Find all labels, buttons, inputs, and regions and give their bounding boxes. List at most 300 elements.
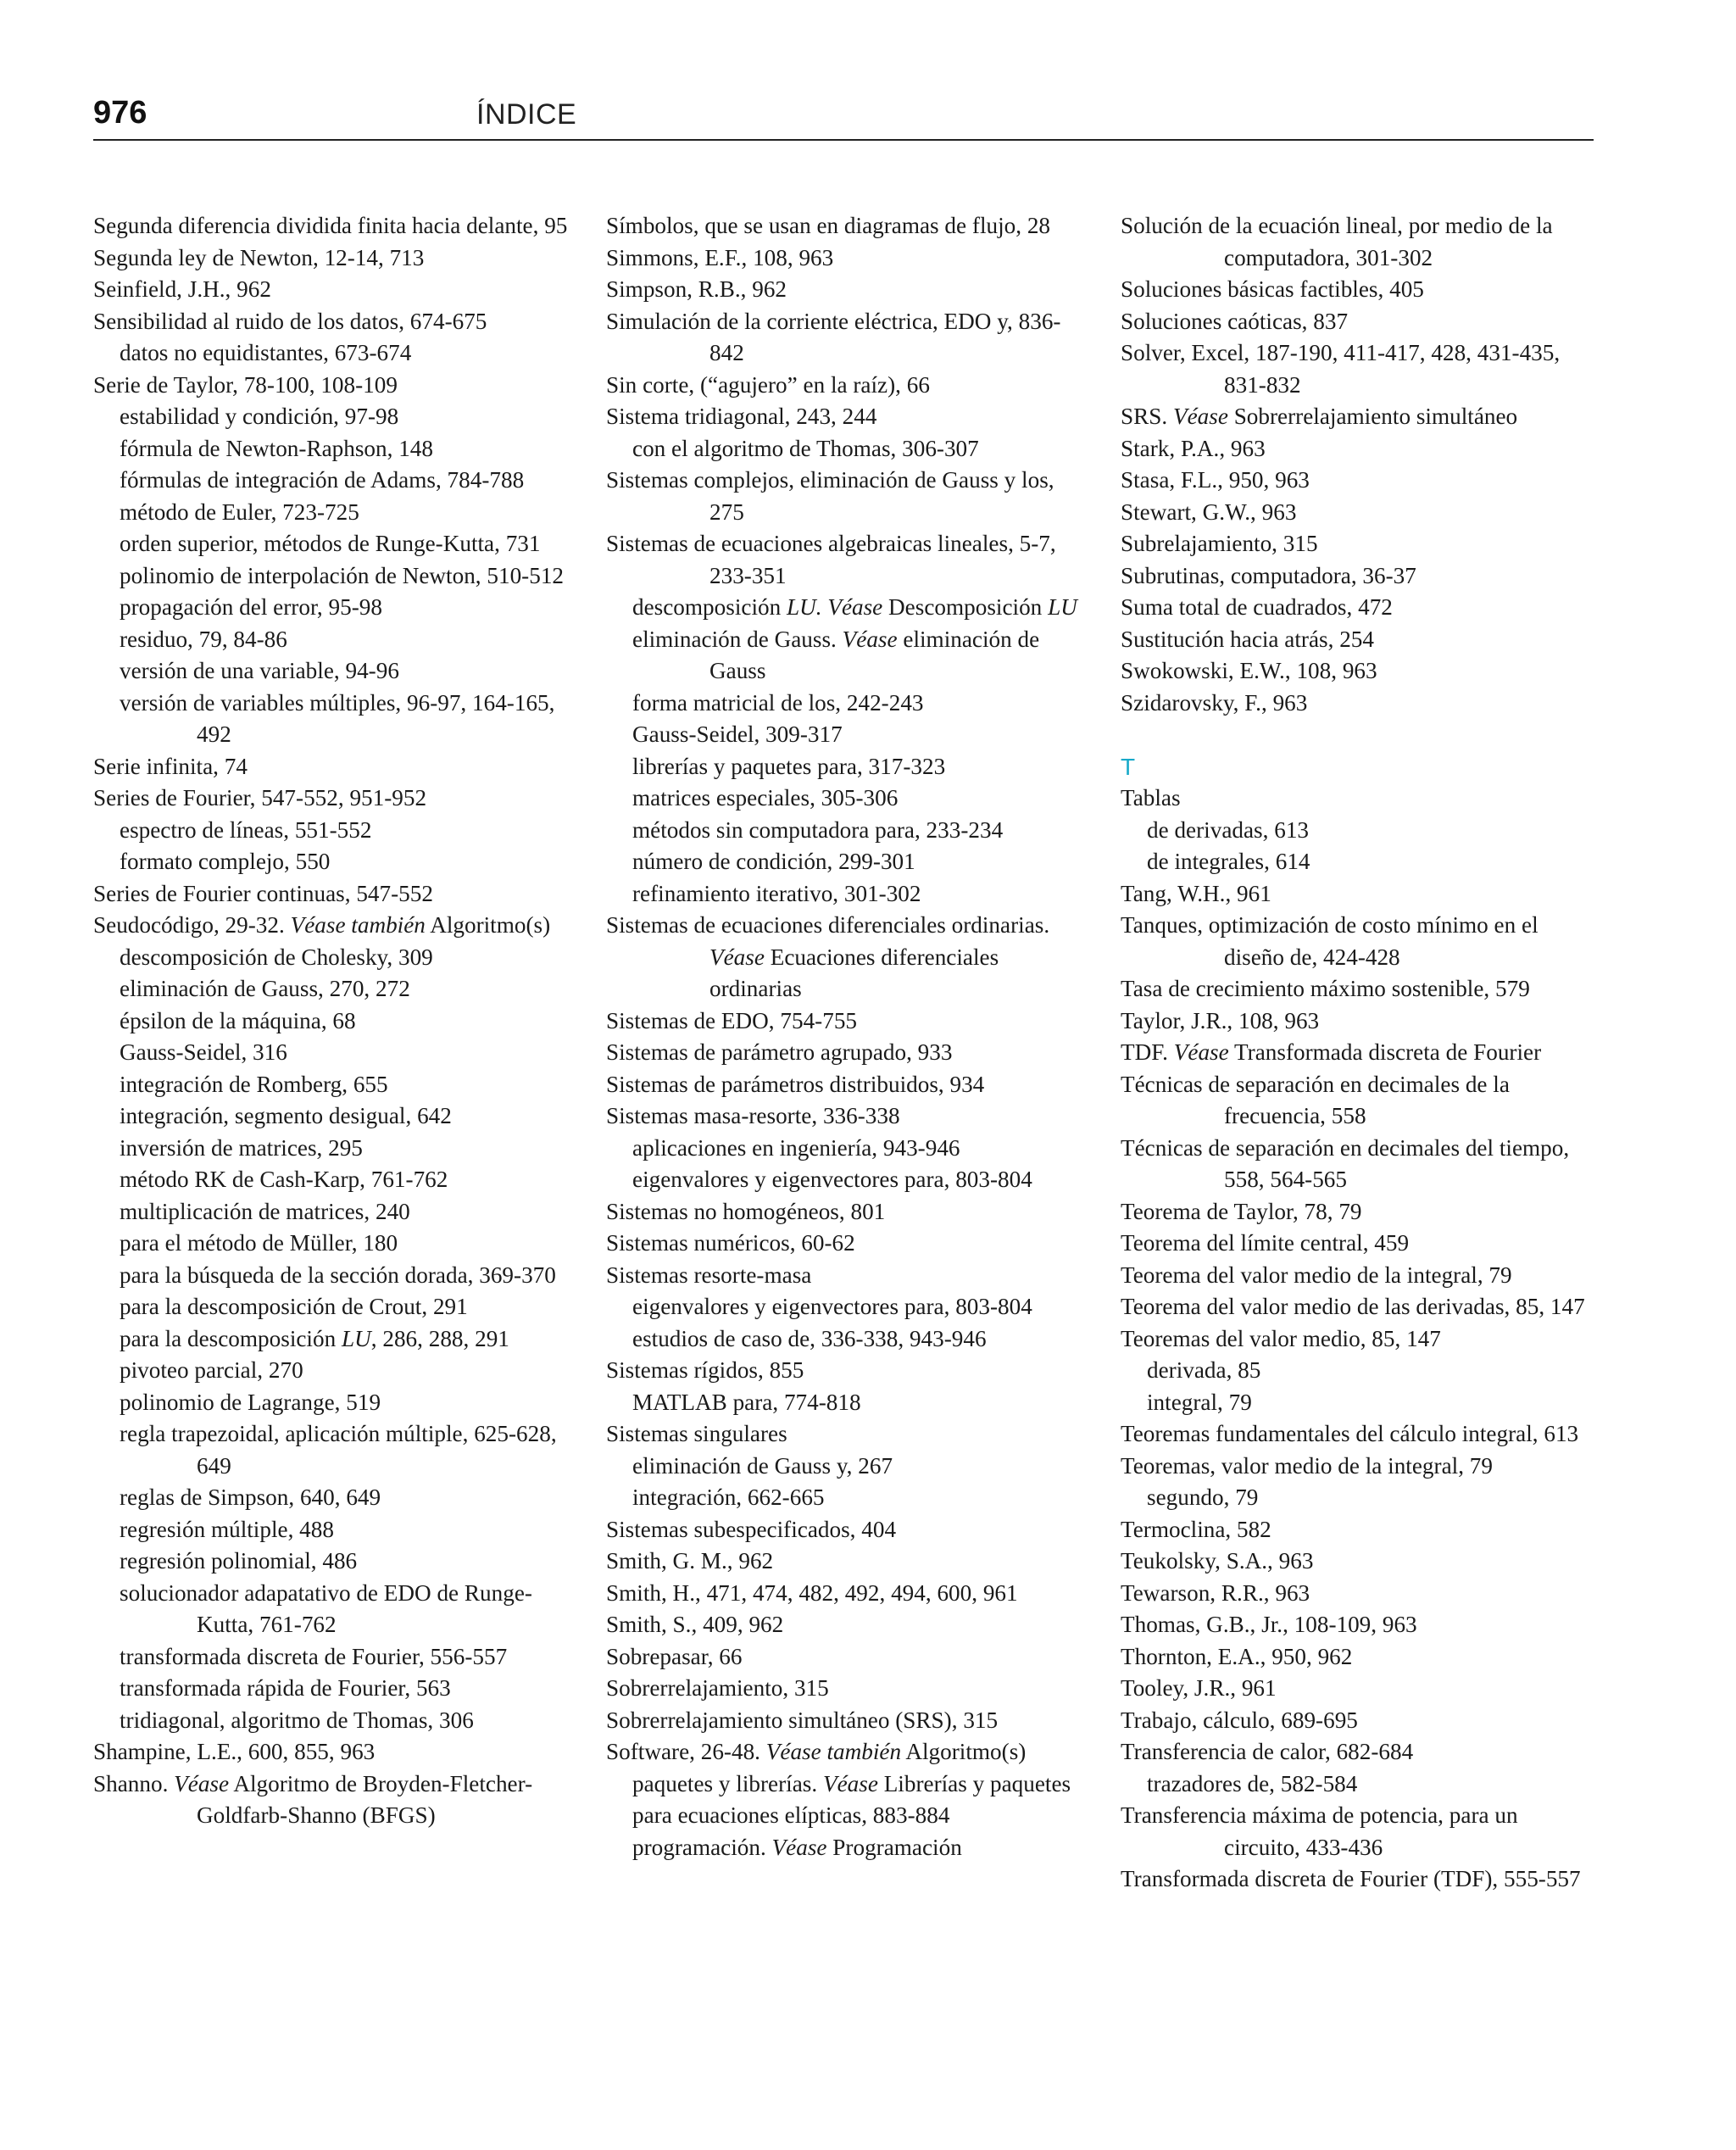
index-subentry	[606, 719, 1081, 751]
index-subentry	[1121, 846, 1595, 878]
index-entry	[1121, 306, 1595, 338]
entry-text: multiplicación de matrices, 240	[120, 1198, 410, 1224]
entry-text: Sistemas de ecuaciones diferenciales ordinarias.	[606, 912, 1050, 938]
index-column-2	[606, 210, 1081, 1863]
entry-text: Segunda ley de Newton, 12-14, 713	[93, 244, 425, 270]
entry-text: Shampine, L.E., 600, 855, 963	[93, 1739, 376, 1764]
entry-text: librerías y paquetes para, 317-323	[632, 753, 946, 779]
index-entry	[1121, 1451, 1595, 1483]
entry-text: transformada rápida de Fourier, 563	[120, 1675, 451, 1701]
entry-text: descomposición	[632, 594, 787, 620]
entry-text: eigenvalores y eigenvectores para, 803-804	[632, 1167, 1032, 1192]
entry-text: transformada discreta de Fourier, 556-557	[120, 1643, 508, 1669]
index-subentry	[93, 592, 568, 624]
entry-text: integración, 662-665	[632, 1484, 825, 1510]
entry-text: orden superior, métodos de Runge-Kutta, 731	[120, 531, 541, 556]
index-subentry	[606, 1133, 1081, 1165]
entry-text: eigenvalores y eigenvectores para, 803-804	[632, 1294, 1032, 1319]
index-entry	[1121, 1260, 1595, 1292]
entry-text: integral, 79	[1147, 1389, 1252, 1415]
entry-text: Solver, Excel, 187-190, 411-417, 428, 431-435, 831-832	[1121, 340, 1561, 398]
entry-italic-text: Véase	[822, 1770, 878, 1796]
index-subentry	[93, 1037, 568, 1069]
index-subentry	[1121, 1482, 1595, 1514]
index-subentry	[93, 1482, 568, 1514]
index-entry	[1121, 1641, 1595, 1674]
entry-text: regla trapezoidal, aplicación múltiple, 625-628, 649	[120, 1421, 557, 1479]
entry-text: Sistemas masa-resorte, 336-338	[606, 1103, 900, 1128]
index-entry	[606, 1037, 1081, 1069]
index-entry	[1121, 592, 1595, 624]
entry-text: Teoremas fundamentales del cálculo integral, 613	[1121, 1421, 1579, 1446]
index-subentry	[606, 783, 1081, 815]
index-entry	[1121, 274, 1595, 306]
index-entry	[606, 1673, 1081, 1705]
entry-text: eliminación de Gauss y, 267	[632, 1452, 893, 1479]
entry-text: Stewart, G.W., 963	[1121, 499, 1297, 525]
index-entry	[606, 1418, 1081, 1451]
entry-text: forma matricial de los, 242-243	[632, 689, 924, 716]
index-entry	[606, 370, 1081, 402]
entry-text: Simulación de la corriente eléctrica, EDO y, 836-842	[606, 308, 1061, 365]
entry-text: polinomio de Lagrange, 519	[120, 1389, 381, 1415]
entry-text: fórmulas de integración de Adams, 784-788	[120, 467, 525, 493]
entry-text: Seudocódigo, 29-32.	[93, 912, 291, 938]
index-subentry	[93, 942, 568, 974]
entry-text: Sistema tridiagonal, 243, 244	[606, 404, 877, 429]
index-subentry	[93, 1546, 568, 1578]
index-subentry	[93, 655, 568, 688]
entry-text: espectro de líneas, 551-552	[120, 816, 372, 843]
entry-text: Soluciones caóticas, 837	[1121, 308, 1349, 334]
index-entry	[1121, 1037, 1595, 1069]
index-entry	[1121, 1418, 1595, 1451]
entry-text: trazadores de, 582-584	[1147, 1770, 1358, 1796]
index-subentry	[93, 1418, 568, 1482]
entry-text: descomposición de Cholesky, 309	[120, 944, 433, 970]
index-entry	[1121, 433, 1595, 465]
index-subentry	[93, 1260, 568, 1292]
index-subentry	[93, 1164, 568, 1196]
index-subentry	[93, 1005, 568, 1038]
entry-text: Suma total de cuadrados, 472	[1121, 594, 1393, 620]
index-entry	[606, 1100, 1081, 1133]
entry-text: paquetes y librerías.	[632, 1770, 823, 1796]
index-entry	[1121, 528, 1595, 560]
index-entry	[606, 1355, 1081, 1387]
index-subentry	[1121, 1355, 1595, 1387]
index-entry	[93, 1768, 568, 1832]
entry-text: SRS.	[1121, 404, 1173, 429]
entry-text: Simmons, E.F., 108, 963	[606, 244, 834, 270]
entry-text: eliminación de Gauss	[709, 626, 1040, 683]
entry-text: Transformada discreta de Fourier (TDF), 555-557	[1121, 1866, 1581, 1891]
running-head: ÍNDICE	[476, 98, 577, 131]
index-entry	[1121, 465, 1595, 497]
entry-text: MATLAB para, 774-818	[632, 1389, 861, 1415]
index-entry	[606, 401, 1081, 433]
entry-text: Soluciones básicas factibles, 405	[1121, 276, 1424, 302]
index-subentry	[606, 1482, 1081, 1514]
entry-text: Shanno.	[93, 1770, 175, 1796]
entry-text: propagación del error, 95-98	[120, 594, 382, 620]
entry-italic-text: Véase también	[290, 912, 426, 938]
entry-text: para ecuaciones elípticas, 883-884	[632, 1802, 950, 1828]
index-subentry	[606, 624, 1081, 688]
index-entry	[1121, 1005, 1595, 1038]
entry-text: reglas de Simpson, 640, 649	[120, 1484, 381, 1510]
index-entry	[1121, 1323, 1595, 1356]
entry-text: estudios de caso de, 336-338, 943-946	[632, 1325, 987, 1351]
entry-text: Stark, P.A., 963	[1121, 435, 1266, 461]
index-entry	[606, 306, 1081, 370]
entry-text: Algoritmo(s)	[425, 912, 551, 938]
index-entry	[1121, 210, 1595, 274]
index-entry	[93, 210, 568, 242]
entry-text: eliminación de Gauss, 270, 272	[120, 976, 410, 1001]
index-entry	[606, 1578, 1081, 1610]
entry-text: Swokowski, E.W., 108, 963	[1121, 658, 1377, 683]
entry-text: Software, 26-48.	[606, 1739, 766, 1764]
entry-text: Transformada discreta de Fourier	[1228, 1039, 1542, 1065]
index-subentry	[93, 1100, 568, 1133]
index-entry	[93, 1736, 568, 1768]
entry-text: Ecuaciones diferenciales ordinarias	[709, 944, 999, 1001]
entry-text: Sobrerrelajamiento simultáneo (SRS), 315	[606, 1707, 999, 1733]
entry-text: Series de Fourier continuas, 547-552	[93, 880, 433, 906]
index-subentry	[1121, 1768, 1595, 1801]
entry-text: Serie infinita, 74	[93, 753, 248, 779]
entry-text: para la descomposición de Crout, 291	[120, 1294, 468, 1319]
index-subentry	[93, 560, 568, 593]
entry-text: Sistemas complejos, eliminación de Gauss y los, 275	[606, 467, 1054, 525]
index-subentry	[606, 846, 1081, 878]
index-entry	[93, 274, 568, 306]
index-entry	[606, 1005, 1081, 1038]
entry-text: Sistemas de parámetros distribuidos, 934	[606, 1071, 985, 1097]
entry-text: Símbolos, que se usan en diagramas de flujo, 28	[606, 213, 1051, 238]
index-subentry	[93, 1228, 568, 1260]
section-gap	[1121, 719, 1595, 751]
entry-text: para el método de Müller, 180	[120, 1230, 398, 1256]
index-entry	[1121, 973, 1595, 1005]
index-subentry	[606, 1164, 1081, 1196]
index-subentry	[93, 528, 568, 560]
index-entry	[606, 242, 1081, 275]
entry-text: número de condición, 299-301	[632, 849, 915, 874]
entry-text: Sustitución hacia atrás, 254	[1121, 626, 1374, 652]
entry-text: Trabajo, cálculo, 689-695	[1121, 1707, 1358, 1733]
entry-italic-text: LU	[341, 1325, 371, 1351]
entry-text: regresión polinomial, 486	[120, 1548, 358, 1574]
entry-text: Teorema del límite central, 459	[1121, 1230, 1410, 1256]
entry-text: Sistemas singulares	[606, 1421, 787, 1446]
index-entry	[1121, 1673, 1595, 1705]
entry-text: datos no equidistantes, 673-674	[120, 340, 412, 365]
entry-text: integración, segmento desigual, 642	[120, 1103, 452, 1128]
entry-text: polinomio de interpolación de Newton, 510-512	[120, 562, 565, 588]
index-subentry	[1121, 815, 1595, 847]
entry-text: métodos sin computadora para, 233-234	[632, 816, 1004, 843]
index-subentry	[93, 846, 568, 878]
index-entry	[1121, 1863, 1595, 1896]
entry-text: Sistemas resorte-masa	[606, 1262, 812, 1288]
entry-italic-text: Véase	[1172, 404, 1228, 429]
entry-text: tridiagonal, algoritmo de Thomas, 306	[120, 1707, 474, 1733]
entry-text: Sistemas de parámetro agrupado, 933	[606, 1039, 953, 1065]
index-subentry	[606, 751, 1081, 783]
index-entry	[93, 751, 568, 783]
index-entry	[93, 783, 568, 815]
index-entry	[1121, 1133, 1595, 1196]
index-subentry	[93, 1291, 568, 1323]
index-subentry	[93, 1387, 568, 1419]
entry-text: de integrales, 614	[1147, 849, 1310, 874]
index-entry	[1121, 1578, 1595, 1610]
entry-text: integración de Romberg, 655	[120, 1071, 388, 1097]
entry-text: Sensibilidad al ruido de los datos, 674-675	[93, 308, 487, 334]
index-subentry	[93, 401, 568, 433]
entry-text: Teoremas, valor medio de la integral, 79	[1121, 1452, 1493, 1479]
index-entry	[1121, 337, 1595, 401]
entry-text: Tewarson, R.R., 963	[1121, 1579, 1310, 1606]
index-subentry	[1121, 1387, 1595, 1419]
page-header	[93, 92, 1594, 141]
entry-italic-text: Véase	[709, 944, 765, 970]
index-entry	[606, 274, 1081, 306]
index-entry	[606, 1228, 1081, 1260]
index-subentry	[93, 815, 568, 847]
entry-text: para la descomposición	[120, 1325, 342, 1351]
entry-text: formato complejo, 550	[120, 849, 331, 874]
index-subentry	[93, 1323, 568, 1356]
index-entry	[93, 242, 568, 275]
entry-text: Serie de Taylor, 78-100, 108-109	[93, 371, 398, 398]
entry-text: Thornton, E.A., 950, 962	[1121, 1643, 1353, 1669]
index-subentry	[93, 1578, 568, 1641]
entry-text: TDF.	[1121, 1039, 1174, 1065]
entry-text: Solución de la ecuación lineal, por medio de la computadora, 301-302	[1121, 213, 1553, 270]
entry-text: Técnicas de separación en decimales del tiempo, 558, 564-565	[1121, 1134, 1570, 1192]
index-entry	[606, 1260, 1081, 1292]
entry-text: Transferencia de calor, 682-684	[1121, 1739, 1414, 1764]
entry-text: Sin corte, (“agujero” en la raíz), 66	[606, 371, 930, 398]
entry-text: inversión de matrices, 295	[120, 1134, 363, 1161]
entry-text: solucionador adapatativo de EDO de Runge-Kutta, 761-762	[120, 1579, 532, 1637]
index-entry	[1121, 1609, 1595, 1641]
index-entry	[1121, 688, 1595, 720]
index-subentry	[606, 1291, 1081, 1323]
entry-text: Taylor, J.R., 108, 963	[1121, 1007, 1320, 1033]
entry-text: Smith, H., 471, 474, 482, 492, 494, 600, 961	[606, 1579, 1018, 1606]
entry-text: Sistemas subespecificados, 404	[606, 1516, 897, 1542]
index-subentry	[93, 973, 568, 1005]
entry-text: Algoritmo(s)	[901, 1739, 1027, 1764]
entry-text: Szidarovsky, F., 963	[1121, 689, 1308, 716]
index-subentry	[606, 815, 1081, 847]
entry-italic-text: LU	[1048, 594, 1077, 620]
entry-text: programación.	[632, 1834, 772, 1860]
index-entry	[1121, 910, 1595, 973]
entry-text: Simpson, R.B., 962	[606, 276, 787, 302]
entry-text: Algoritmo de Broyden-Fletcher-Goldfarb-Shanno (BFGS)	[197, 1770, 533, 1828]
entry-text: segundo, 79	[1147, 1484, 1259, 1510]
entry-text: aplicaciones en ingeniería, 943-946	[632, 1134, 960, 1161]
entry-text: Smith, S., 409, 962	[606, 1612, 784, 1637]
index-subentry	[93, 1133, 568, 1165]
entry-text: , 286, 288, 291	[370, 1325, 509, 1351]
index-entry	[606, 1705, 1081, 1737]
entry-text: Programación	[826, 1834, 962, 1860]
index-entry	[606, 1514, 1081, 1546]
entry-text: método RK de Cash-Karp, 761-762	[120, 1167, 448, 1192]
index-entry	[93, 306, 568, 338]
index-entry	[1121, 1800, 1595, 1863]
index-entry	[1121, 401, 1595, 433]
entry-italic-text: LU. Véase	[786, 594, 883, 620]
index-subentry	[93, 1196, 568, 1228]
entry-text: Thomas, G.B., Jr., 108-109, 963	[1121, 1612, 1417, 1637]
entry-italic-text: Véase	[174, 1770, 230, 1796]
index-entry	[93, 878, 568, 911]
entry-text: Sistemas de EDO, 754-755	[606, 1007, 858, 1033]
entry-italic-text: Véase también	[765, 1739, 902, 1764]
entry-text: fórmula de Newton-Raphson, 148	[120, 435, 433, 461]
index-entry	[606, 1736, 1081, 1768]
index-entry	[1121, 1228, 1595, 1260]
index-entry	[606, 465, 1081, 528]
index-entry	[93, 370, 568, 402]
index-subentry	[93, 1514, 568, 1546]
entry-text: con el algoritmo de Thomas, 306-307	[632, 435, 979, 461]
entry-text: Sobrerrelajamiento simultáneo	[1227, 404, 1518, 429]
index-subentry	[606, 1451, 1081, 1483]
entry-text: Sobrepasar, 66	[606, 1643, 743, 1669]
index-entry	[1121, 624, 1595, 656]
entry-text: versión de una variable, 94-96	[120, 658, 399, 683]
entry-text: refinamiento iterativo, 301-302	[632, 880, 921, 906]
index-entry	[606, 1641, 1081, 1674]
index-entry	[1121, 1069, 1595, 1133]
index-entry	[606, 528, 1081, 592]
entry-text: Subrutinas, computadora, 36-37	[1121, 562, 1416, 588]
entry-text: Tablas	[1121, 785, 1181, 810]
entry-italic-text: Véase	[771, 1834, 827, 1860]
index-subentry	[93, 497, 568, 529]
entry-text: Técnicas de separación en decimales de la frecuencia, 558	[1121, 1071, 1510, 1128]
entry-text: Sobrerrelajamiento, 315	[606, 1675, 829, 1701]
page-number: 976	[93, 95, 147, 131]
index-subentry	[606, 878, 1081, 911]
entry-text: Librerías y paquetes	[877, 1770, 1071, 1796]
index-entry	[1121, 1514, 1595, 1546]
index-entry	[93, 910, 568, 942]
index-subentry	[93, 624, 568, 656]
index-entry	[606, 1069, 1081, 1101]
index-entry	[606, 210, 1081, 242]
index-entry	[1121, 1736, 1595, 1768]
entry-text: Tooley, J.R., 961	[1121, 1675, 1277, 1701]
entry-text: Smith, G. M., 962	[606, 1548, 774, 1574]
entry-text: Gauss-Seidel, 316	[120, 1039, 287, 1065]
entry-text: versión de variables múltiples, 96-97, 164-165, 492	[120, 689, 555, 747]
entry-text: Tanques, optimización de costo mínimo en el diseño de, 424-428	[1121, 912, 1538, 970]
index-subentry	[93, 688, 568, 751]
index-subentry	[606, 433, 1081, 465]
entry-text: Tasa de crecimiento máximo sostenible, 579	[1121, 976, 1530, 1001]
entry-text: Termoclina, 582	[1121, 1516, 1271, 1542]
entry-text: para la búsqueda de la sección dorada, 369-370	[120, 1262, 556, 1288]
index-entry	[606, 1609, 1081, 1641]
index-entry	[606, 910, 1081, 1005]
entry-text: épsilon de la máquina, 68	[120, 1007, 356, 1033]
entry-italic-text: Véase	[842, 626, 898, 652]
entry-text: regresión múltiple, 488	[120, 1516, 334, 1542]
index-subentry	[606, 1800, 1081, 1832]
index-entry	[1121, 1546, 1595, 1578]
entry-text: Sistemas de ecuaciones algebraicas lineales, 5-7, 233-351	[606, 531, 1056, 588]
index-subentry	[93, 465, 568, 497]
entry-text: matrices especiales, 305-306	[632, 785, 899, 810]
index-entry	[1121, 1705, 1595, 1737]
entry-text: eliminación de Gauss.	[632, 626, 843, 652]
index-entry	[1121, 560, 1595, 593]
entry-text: Descomposición	[882, 594, 1049, 620]
entry-text: Transferencia máxima de potencia, para un circuito, 433-436	[1121, 1802, 1518, 1860]
entry-text: derivada, 85	[1147, 1357, 1261, 1383]
index-subentry	[93, 1641, 568, 1674]
entry-text: residuo, 79, 84-86	[120, 626, 287, 652]
index-subentry	[606, 592, 1081, 624]
entry-text: de derivadas, 613	[1147, 816, 1310, 843]
entry-text: Sistemas rígidos, 855	[606, 1357, 804, 1383]
index-subentry	[606, 1768, 1081, 1801]
entry-italic-text: Véase	[1173, 1039, 1229, 1065]
entry-text: Teukolsky, S.A., 963	[1121, 1548, 1314, 1574]
entry-text: Teorema de Taylor, 78, 79	[1121, 1198, 1362, 1224]
entry-text: Seinfield, J.H., 962	[93, 276, 271, 302]
section-letter: T	[1121, 753, 1136, 780]
entry-text: Teorema del valor medio de la integral, 79	[1121, 1262, 1512, 1288]
index-subentry	[606, 1387, 1081, 1419]
index-column-1	[93, 210, 568, 1832]
index-entry	[1121, 1291, 1595, 1323]
index-entry	[1121, 878, 1595, 911]
entry-text: Tang, W.H., 961	[1121, 880, 1271, 906]
index-entry	[606, 1196, 1081, 1228]
entry-text: Subrelajamiento, 315	[1121, 531, 1318, 556]
index-subentry	[93, 1673, 568, 1705]
entry-text: Series de Fourier, 547-552, 951-952	[93, 785, 427, 810]
index-entry	[1121, 1196, 1595, 1228]
entry-text: Teorema del valor medio de las derivadas, 85, 147	[1121, 1294, 1585, 1319]
entry-text: método de Euler, 723-725	[120, 499, 359, 525]
entry-text: Segunda diferencia dividida finita hacia delante, 95	[93, 213, 568, 238]
entry-text: estabilidad y condición, 97-98	[120, 404, 399, 429]
index-entry	[1121, 783, 1595, 815]
index-subentry	[93, 433, 568, 465]
index-subentry	[606, 688, 1081, 720]
index-subentry	[93, 337, 568, 370]
entry-text: Gauss-Seidel, 309-317	[632, 721, 843, 747]
index-subentry	[606, 1832, 1081, 1864]
index-entry	[606, 1546, 1081, 1578]
index-column-3	[1121, 210, 1595, 1896]
index-subentry	[93, 1705, 568, 1737]
entry-text: pivoteo parcial, 270	[120, 1357, 303, 1383]
index-subentry	[93, 1355, 568, 1387]
index-entry	[1121, 497, 1595, 529]
